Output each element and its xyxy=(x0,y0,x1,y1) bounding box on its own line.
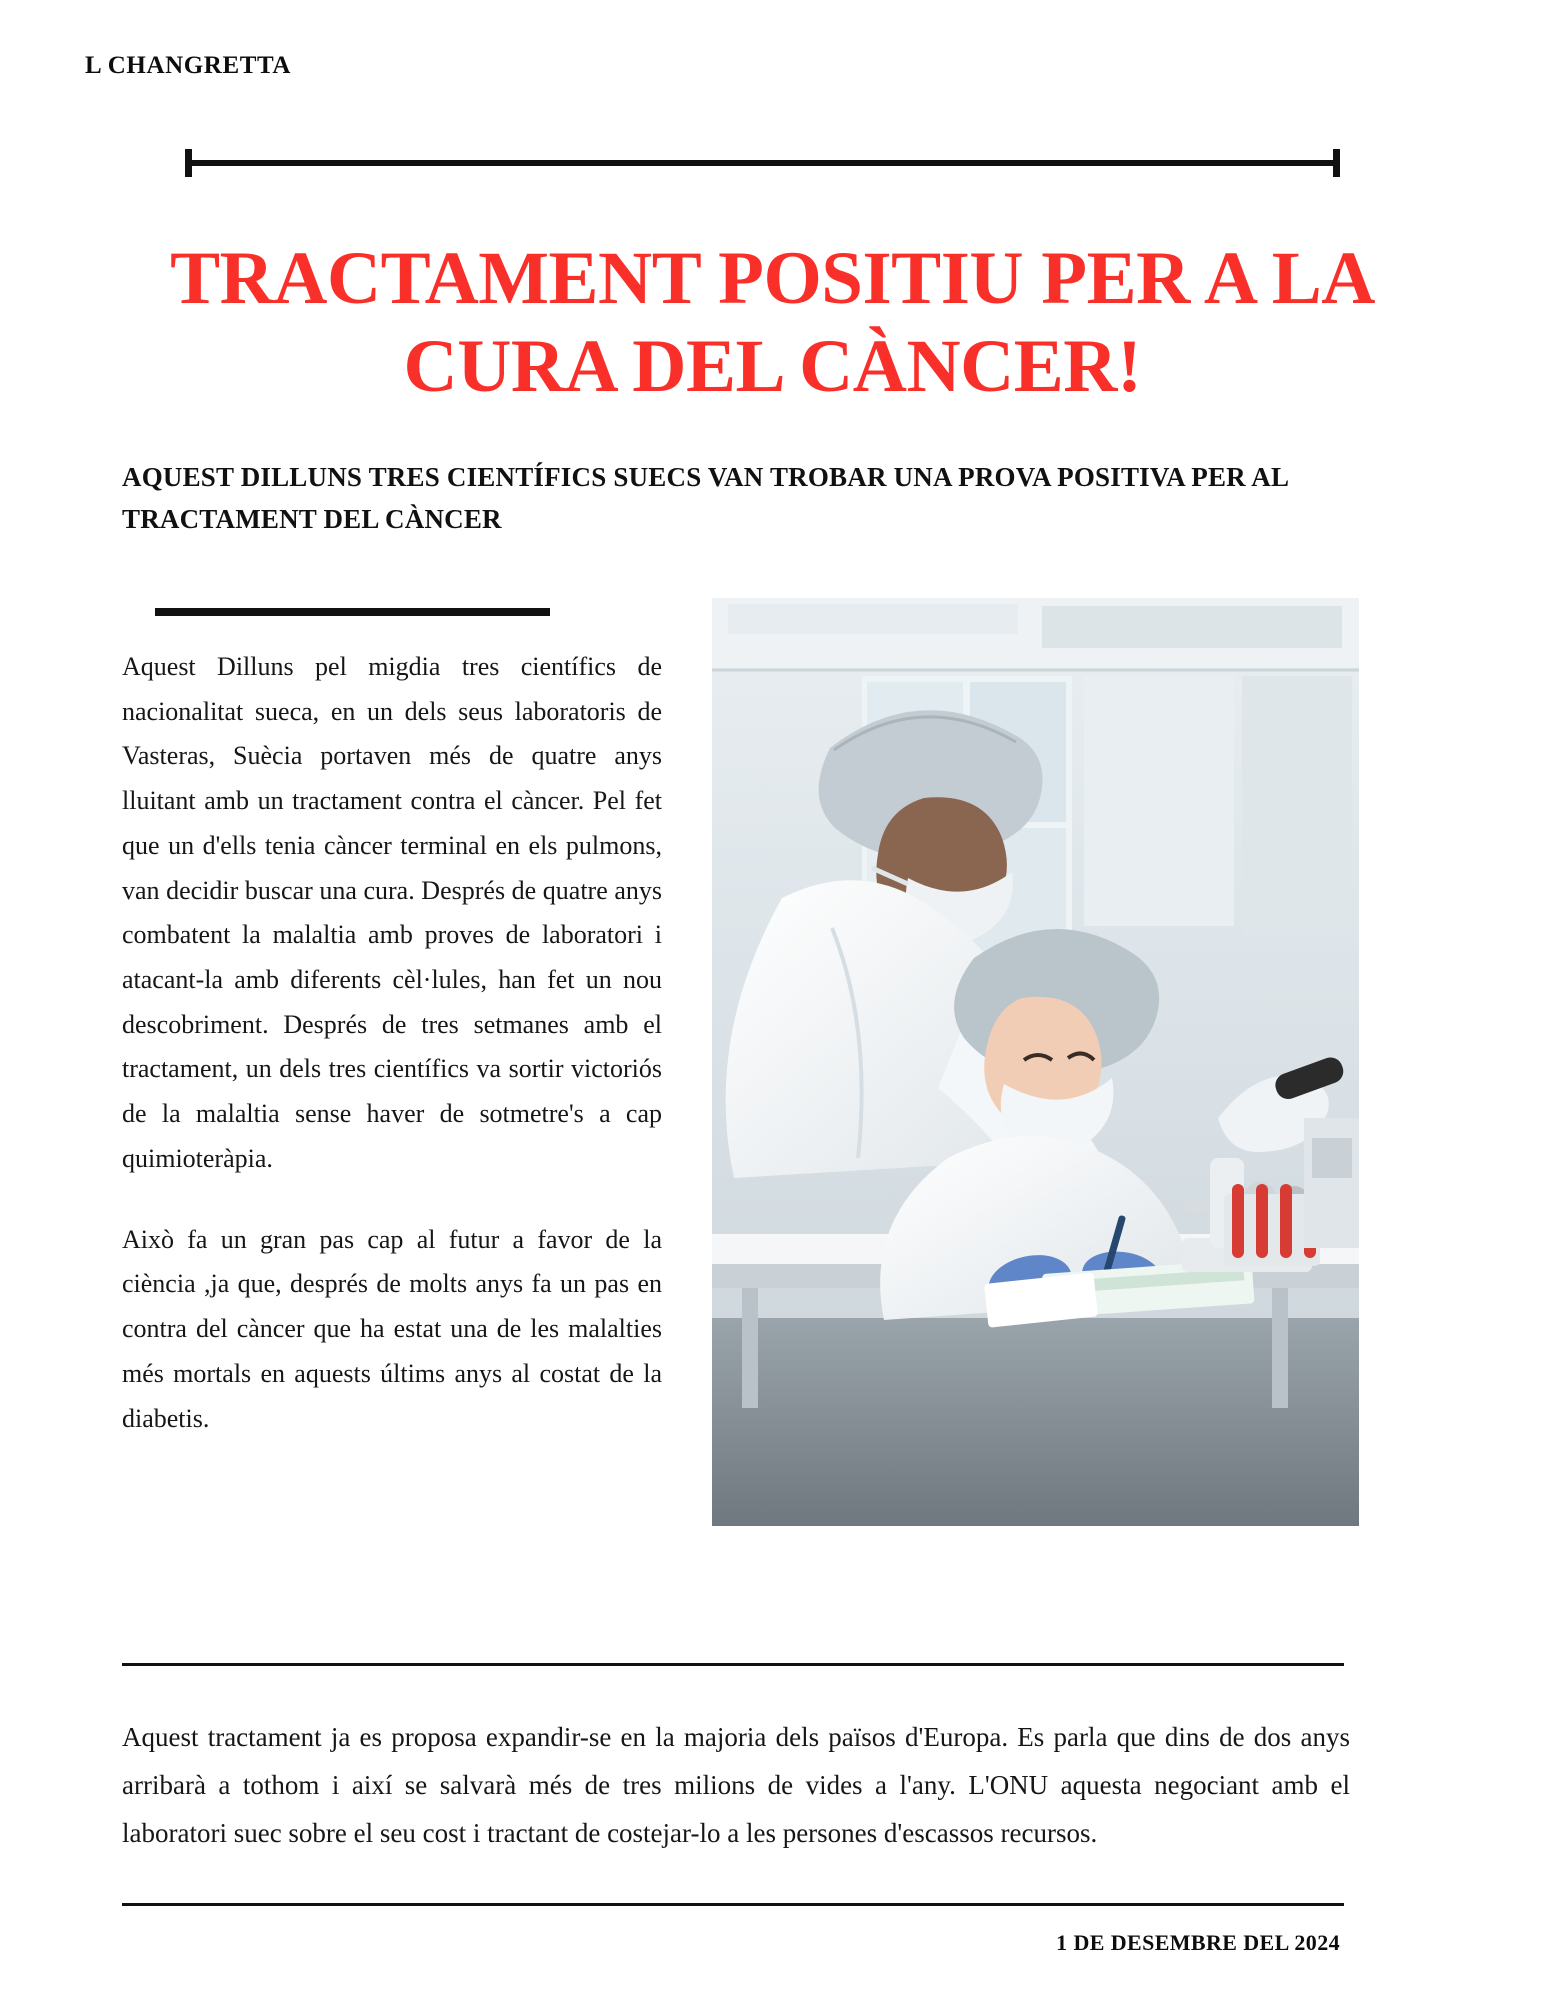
footer-divider-top xyxy=(122,1663,1344,1666)
masthead-title: L CHANGRETTA xyxy=(85,52,292,79)
page-title: TRACTAMENT POSITIU PER A LA CURA DEL CÀNCER! xyxy=(170,237,1375,408)
footer-divider-bottom xyxy=(122,1903,1344,1906)
article-body-column xyxy=(122,645,662,1441)
article-photo xyxy=(712,598,1359,1526)
article-paragraph-1: Aquest Dilluns pel migdia tres científics de nacionalitat sueca, en un dels seus laboratoris de Vasteras, Suècia portaven més de quatre anys lluitant amb un tractament contra el càncer. Pel fet que un d'ells tenia càncer terminal en els pulmons, van decidir buscar una cura. Després de quatre anys combatent la malaltia amb proves de laboratori i atacant-la amb diferents cèl·lules, han fet un nou descobriment. Després de tres setmanes amb el tractament, un dels tres científics va sortir victoriós de la malaltia sense haver de sotmetre's a cap quimioteràpia. xyxy=(122,652,662,1173)
footer-paragraph: Aquest tractament ja es proposa expandir-se en la majoria dels països d'Europa. Es parla que dins de dos anys arribarà a tothom i així se salvarà més de tres milions de vides a l'any. L'ONU aquesta negociant amb el laboratori suec sobre el seu cost i tractant de costejar-lo a les persones d'escassos recursos. xyxy=(122,1722,1350,1849)
article-paragraph-2: Això fa un gran pas cap al futur a favor de la ciència ,ja que, després de molts anys fa un pas en contra del càncer que ha estat una de les malalties més mortals en aquests últims anys al costat de la diabetis. xyxy=(122,1224,662,1433)
column-accent-rule xyxy=(155,608,550,616)
subheadline: AQUEST DILLUNS TRES CIENTÍFICS SUECS VAN TROBAR UNA PROVA POSITIVA PER AL TRACTAMENT DEL CÀNCER xyxy=(122,462,1288,535)
publication-date: 1 DE DESEMBRE DEL 2024 xyxy=(1056,1930,1340,1955)
header-divider-rule xyxy=(185,160,1340,166)
